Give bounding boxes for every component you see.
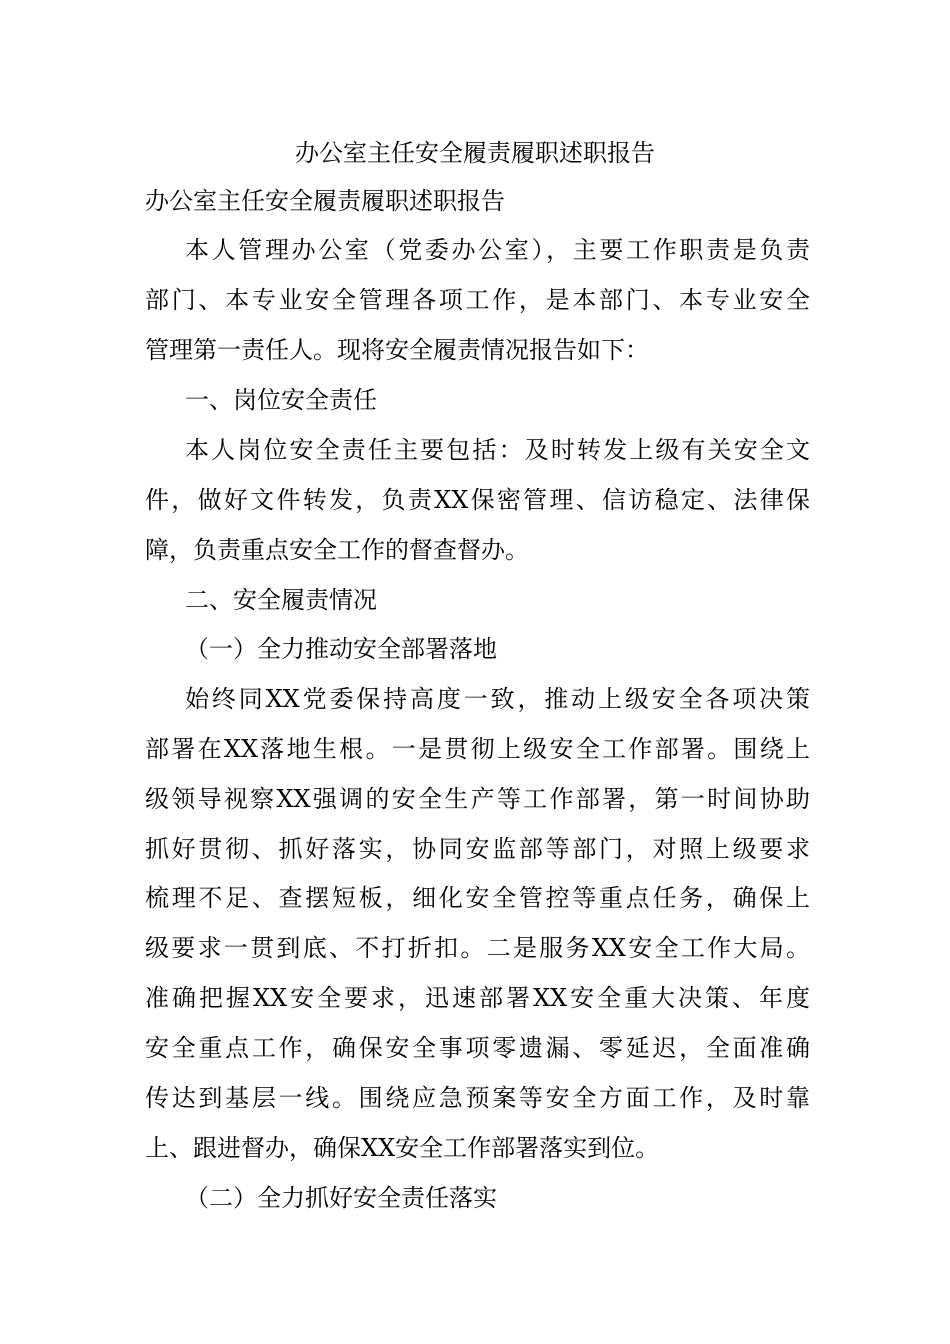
paragraph-line: 始终同XX党委保持高度一致，推动上级安全各项决策 — [185, 685, 810, 713]
paragraph-line: 障，负责重点安全工作的督查督办。 — [145, 536, 529, 564]
paragraph-line: 管理第一责任人。现将安全履责情况报告如下： — [145, 336, 649, 364]
paragraph-line: 传达到基层一线。围绕应急预案等安全方面工作，及时靠 — [145, 1084, 810, 1112]
paragraph-line: 安全重点工作，确保安全事项零遗漏、零延迟，全面准确 — [145, 1034, 810, 1062]
paragraph-line: 本人管理办公室（党委办公室），主要工作职责是负责 — [185, 236, 810, 264]
subsection-heading: （一）全力推动安全部署落地 — [185, 635, 497, 663]
section-heading: 一、岗位安全责任 — [185, 386, 377, 414]
paragraph-line: 部门、本专业安全管理各项工作，是本部门、本专业安全 — [145, 286, 810, 314]
subsection-heading: （二）全力抓好安全责任落实 — [185, 1184, 497, 1212]
paragraph-line: 件，做好文件转发，负责XX保密管理、信访稳定、法律保 — [145, 486, 810, 514]
paragraph-line: 级领导视察XX强调的安全生产等工作部署，第一时间协助 — [145, 785, 810, 813]
section-heading: 二、安全履责情况 — [185, 586, 377, 614]
paragraph-line: 本人岗位安全责任主要包括：及时转发上级有关安全文 — [185, 436, 810, 464]
paragraph-line: 准确把握XX安全要求，迅速部署XX安全重大决策、年度 — [145, 984, 810, 1012]
paragraph-line: 梳理不足、查摆短板，细化安全管控等重点任务，确保上 — [145, 884, 810, 912]
paragraph-line: 抓好贯彻、抓好落实，协同安监部等部门，对照上级要求 — [145, 835, 810, 863]
paragraph-line: 部署在XX落地生根。一是贯彻上级安全工作部署。围绕上 — [145, 735, 810, 763]
paragraph-line: 级要求一贯到底、不打折扣。二是服务XX安全工作大局。 — [145, 934, 810, 962]
document-title: 办公室主任安全履责履职述职报告 — [295, 139, 655, 167]
document-subtitle: 办公室主任安全履责履职述职报告 — [145, 187, 505, 215]
paragraph-line: 上、跟进督办，确保XX安全工作部署落实到位。 — [145, 1134, 660, 1162]
